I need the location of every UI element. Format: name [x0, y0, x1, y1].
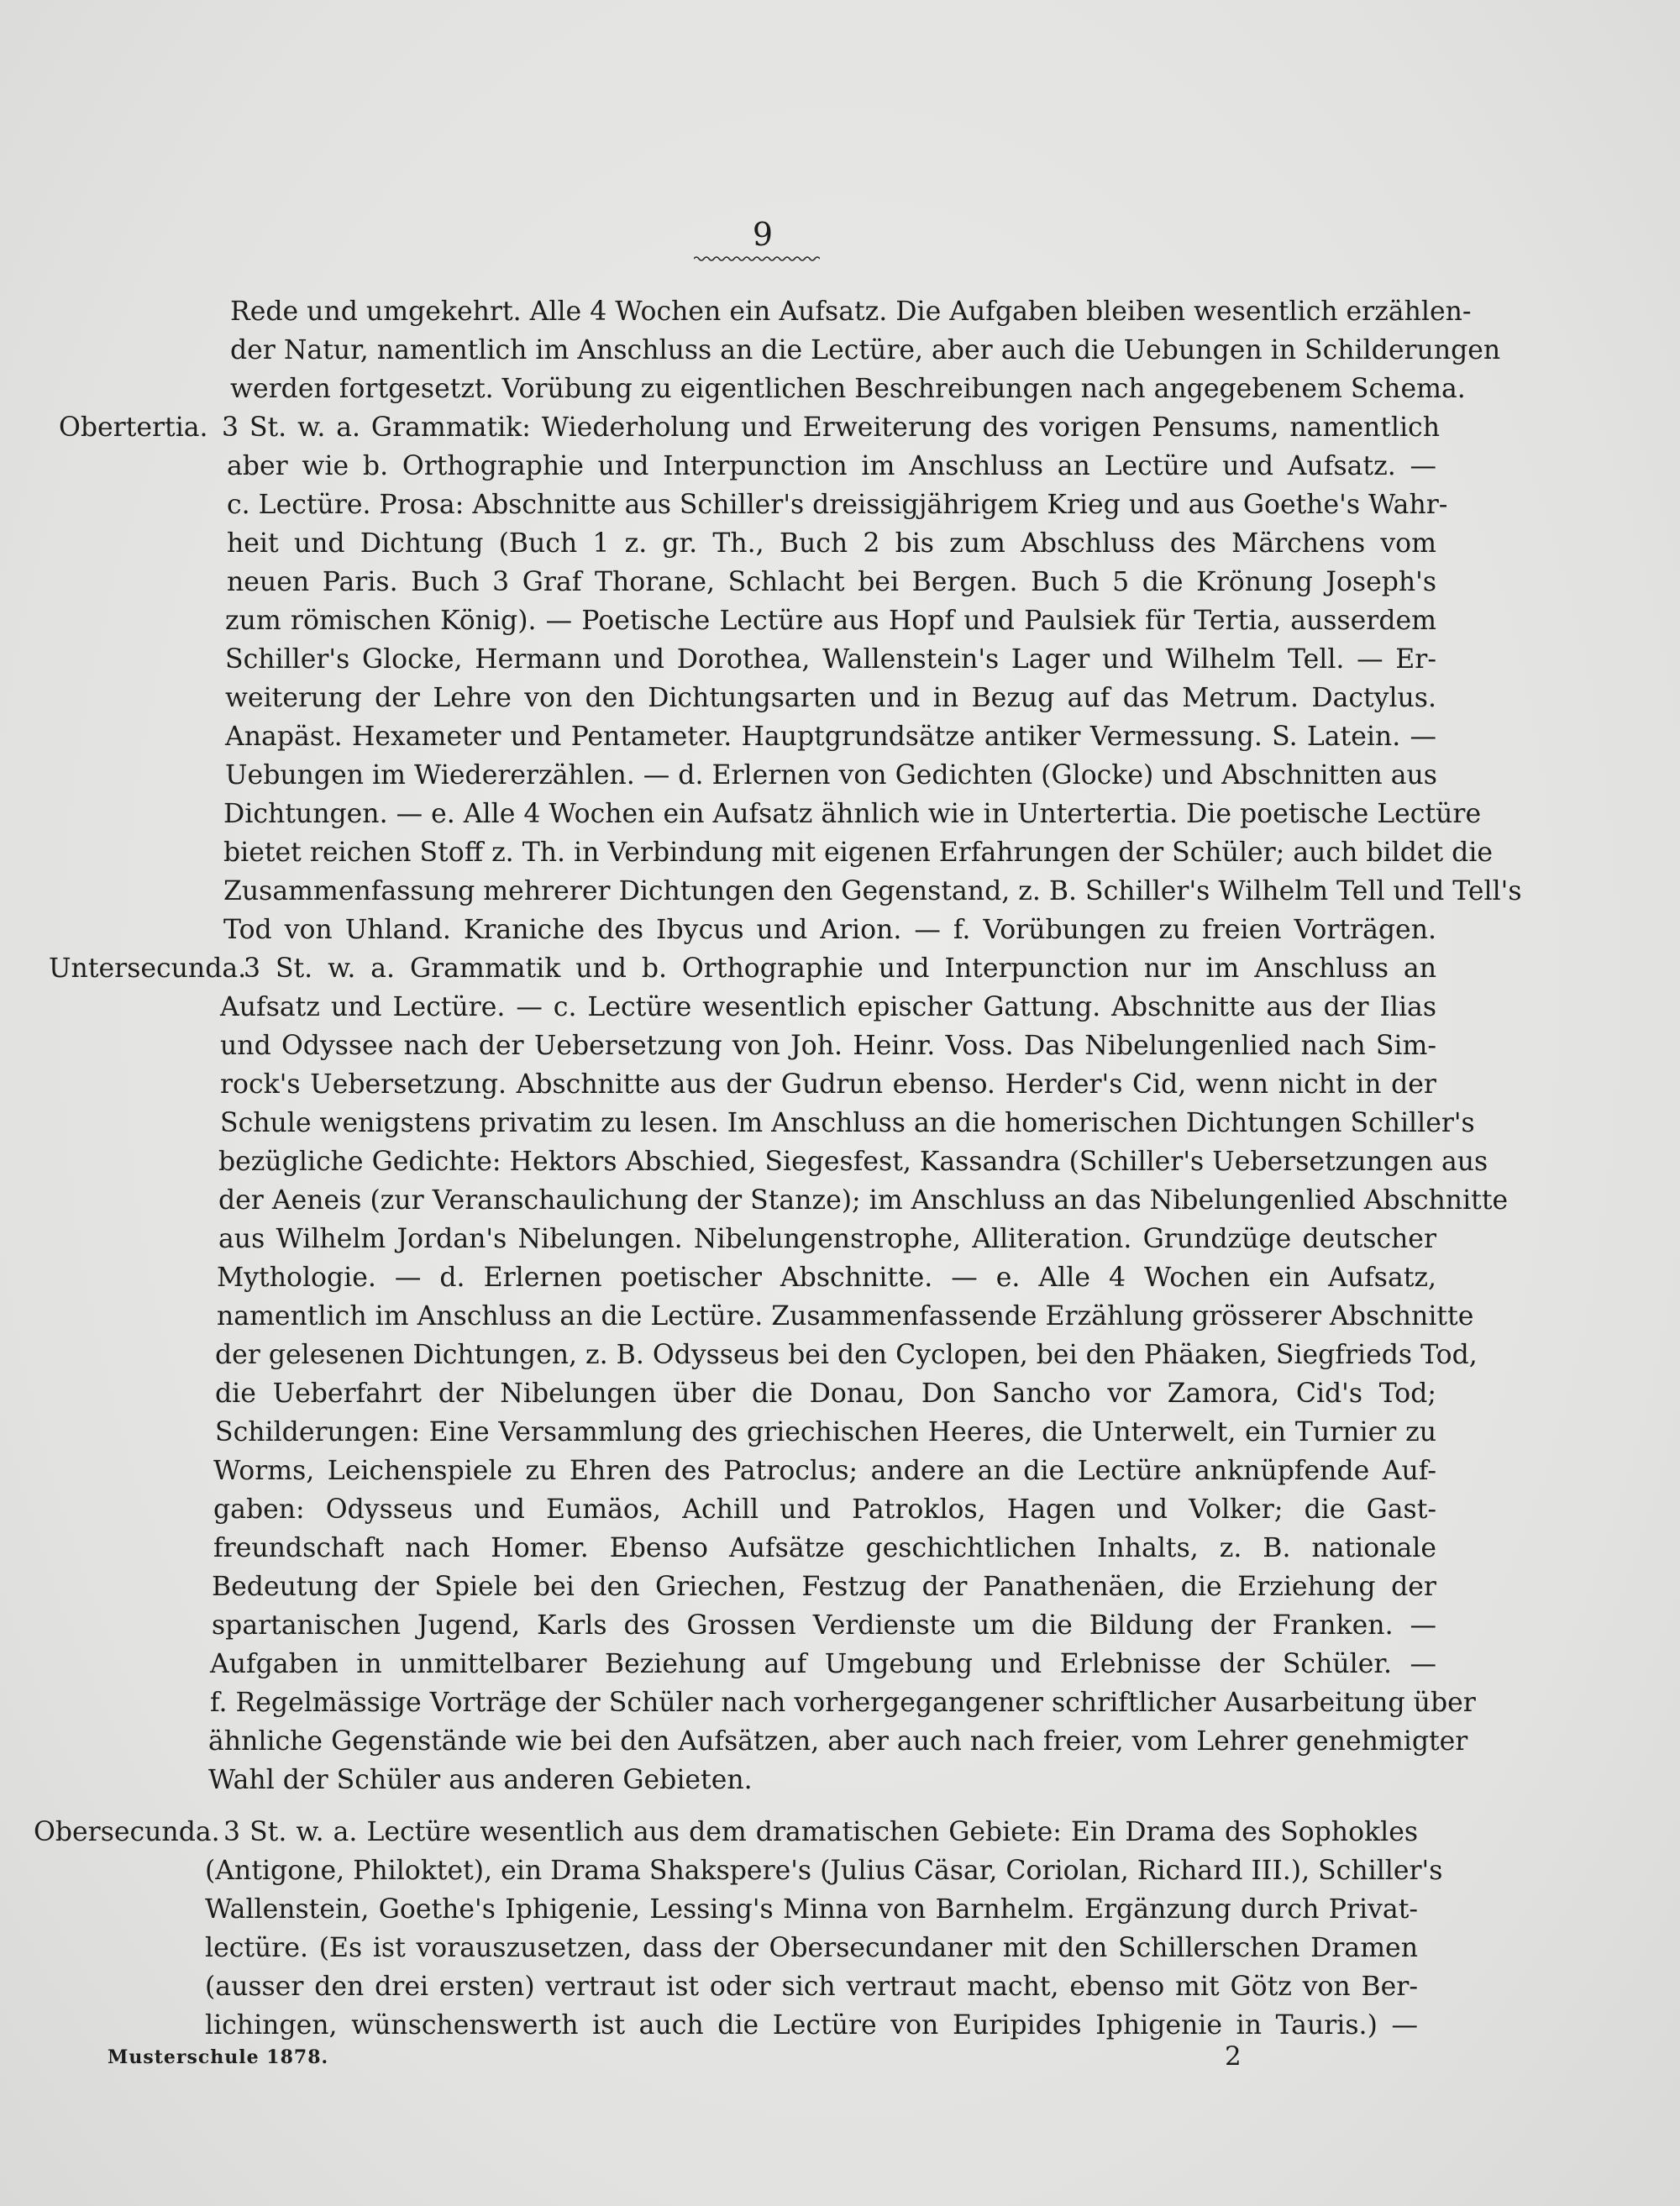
- text-line: weiterung der Lehre von den Dichtungsarten und in Bezug auf das Metrum. Dactylus.: [225, 683, 1436, 713]
- text-line: lectüre. (Es ist vorauszusetzen, dass der Obersecundaner mit den Schillerschen Dramen: [205, 1933, 1418, 1963]
- text-line: heit und Dichtung (Buch 1 z. gr. Th., Buch 2 bis zum Abschluss des Märchens vom: [227, 528, 1436, 559]
- page-number: 9: [752, 216, 774, 253]
- text-line: Schiller's Glocke, Hermann und Dorothea, Wallenstein's Lager und Wilhelm Tell. — Er-: [225, 644, 1436, 675]
- text-line: Worms, Leichenspiele zu Ehren des Patroclus; andere an die Lectüre anknüpfende Auf-: [213, 1456, 1436, 1486]
- text-line: zum römischen König). — Poetische Lectüre aus Hopf und Paulsiek für Tertia, ausserdem: [225, 606, 1436, 636]
- text-line: werden fortgesetzt. Vorübung zu eigentlichen Beschreibungen nach angegebenem Schema.: [230, 374, 1466, 404]
- text-line: der Natur, namentlich im Anschluss an die Lectüre, aber auch die Uebungen in Schilderungen: [230, 335, 1501, 365]
- text-line: 3 St. w. a. Grammatik und b. Orthographie und Interpunction nur im Anschluss an: [244, 953, 1436, 984]
- text-line: die Ueberfahrt der Nibelungen über die Donau, Don Sancho vor Zamora, Cid's Tod;: [215, 1379, 1436, 1409]
- section-label: Untersecunda.: [49, 953, 247, 984]
- text-line: Rede und umgekehrt. Alle 4 Wochen ein Aufsatz. Die Aufgaben bleiben wesentlich erzählen-: [230, 297, 1472, 327]
- text-line: gaben: Odysseus und Eumäos, Achill und Patroklos, Hagen und Volker; die Gast-: [213, 1494, 1436, 1525]
- text-line: Zusammenfassung mehrerer Dichtungen den Gegenstand, z. B. Schiller's Wilhelm Tell und Tell's: [223, 876, 1522, 906]
- text-line: der gelesenen Dichtungen, z. B. Odysseus bei den Cyclopen, bei den Phäaken, Siegfrieds Tod,: [215, 1340, 1478, 1370]
- text-line: Tod von Uhland. Kraniche des Ibycus und Arion. — f. Vorübungen zu freien Vorträgen.: [223, 915, 1436, 945]
- text-line: neuen Paris. Buch 3 Graf Thorane, Schlacht bei Bergen. Buch 5 die Krönung Joseph's: [227, 567, 1436, 597]
- sheet-signature: 2: [1225, 2041, 1242, 2072]
- text-line: Dichtungen. — e. Alle 4 Wochen ein Aufsatz ähnlich wie in Untertertia. Die poetische Lectüre: [223, 799, 1482, 829]
- text-line: lichingen, wünschenswerth ist auch die Lectüre von Euripides Iphigenie in Tauris.) —: [205, 2010, 1418, 2041]
- text-line: 3 St. w. a. Lectüre wesentlich aus dem dramatischen Gebiete: Ein Drama des Sophokles: [223, 1817, 1418, 1847]
- text-line: bietet reichen Stoff z. Th. in Verbindung mit eigenen Erfahrungen der Schüler; auch bildet die: [223, 838, 1494, 868]
- page-number-ornament: [694, 254, 820, 262]
- text-line: ähnliche Gegenstände wie bei den Aufsätzen, aber auch nach freier, vom Lehrer genehmigter: [208, 1726, 1468, 1757]
- section-label: Obersecunda.: [34, 1817, 220, 1847]
- text-line: Wahl der Schüler aus anderen Gebieten.: [208, 1765, 753, 1795]
- text-line: (Antigone, Philoktet), ein Drama Shakspere's (Julius Cäsar, Coriolan, Richard III.), Schiller's: [205, 1856, 1443, 1886]
- text-line: c. Lectüre. Prosa: Abschnitte aus Schiller's dreissigjährigem Krieg und aus Goethe's Wahr-: [227, 490, 1448, 520]
- text-line: (ausser den drei ersten) vertraut ist oder sich vertraut macht, ebenso mit Götz von Ber-: [205, 1972, 1418, 2002]
- text-line: Aufsatz und Lectüre. — c. Lectüre wesentlich epischer Gattung. Abschnitte aus der Ilias: [220, 992, 1436, 1022]
- text-line: namentlich im Anschluss an die Lectüre. Zusammenfassende Erzählung grösserer Abschnitte: [217, 1301, 1474, 1331]
- text-line: der Aeneis (zur Veranschaulichung der Stanze); im Anschluss an das Nibelungenlied Abschnitte: [218, 1185, 1509, 1216]
- section-label: Obertertia.: [59, 412, 208, 443]
- text-line: Schule wenigstens privatim zu lesen. Im Anschluss an die homerischen Dichtungen Schiller's: [220, 1108, 1475, 1138]
- text-line: und Odyssee nach der Uebersetzung von Joh. Heinr. Voss. Das Nibelungenlied nach Sim-: [220, 1031, 1436, 1061]
- text-line: Aufgaben in unmittelbarer Beziehung auf Umgebung und Erlebnisse der Schüler. —: [210, 1649, 1436, 1679]
- text-line: Bedeutung der Spiele bei den Griechen, Festzug der Panathenäen, die Erziehung der: [212, 1572, 1436, 1602]
- text-line: aus Wilhelm Jordan's Nibelungen. Nibelungenstrophe, Alliteration. Grundzüge deutscher: [218, 1224, 1436, 1254]
- text-line: spartanischen Jugend, Karls des Grossen Verdienste um die Bildung der Franken. —: [212, 1610, 1436, 1641]
- text-line: Wallenstein, Goethe's Iphigenie, Lessing's Minna von Barnhelm. Ergänzung durch Privat-: [205, 1894, 1418, 1925]
- text-line: Schilderungen: Eine Versammlung des griechischen Heeres, die Unterwelt, ein Turnier zu: [215, 1417, 1436, 1447]
- footer-imprint: Musterschule 1878.: [108, 2046, 329, 2068]
- text-line: aber wie b. Orthographie und Interpunction im Anschluss an Lectüre und Aufsatz. —: [227, 451, 1436, 481]
- text-line: freundschaft nach Homer. Ebenso Aufsätze geschichtlichen Inhalts, z. B. nationale: [213, 1533, 1436, 1563]
- text-line: 3 St. w. a. Grammatik: Wiederholung und Erweiterung des vorigen Pensums, namentlich: [222, 412, 1440, 443]
- text-line: Uebungen im Wiedererzählen. — d. Erlernen von Gedichten (Glocke) und Abschnitten aus: [225, 760, 1437, 790]
- text-line: bezügliche Gedichte: Hektors Abschied, Siegesfest, Kassandra (Schiller's Uebersetzungen aus: [218, 1147, 1488, 1177]
- text-line: Mythologie. — d. Erlernen poetischer Abschnitte. — e. Alle 4 Wochen ein Aufsatz,: [217, 1263, 1436, 1293]
- text-line: Anapäst. Hexameter und Pentameter. Hauptgrundsätze antiker Vermessung. S. Latein. —: [225, 722, 1436, 752]
- text-line: rock's Uebersetzung. Abschnitte aus der Gudrun ebenso. Herder's Cid, wenn nicht in der: [220, 1069, 1436, 1100]
- text-line: f. Regelmässige Vorträge der Schüler nach vorhergegangener schriftlicher Ausarbeitung über: [210, 1688, 1476, 1718]
